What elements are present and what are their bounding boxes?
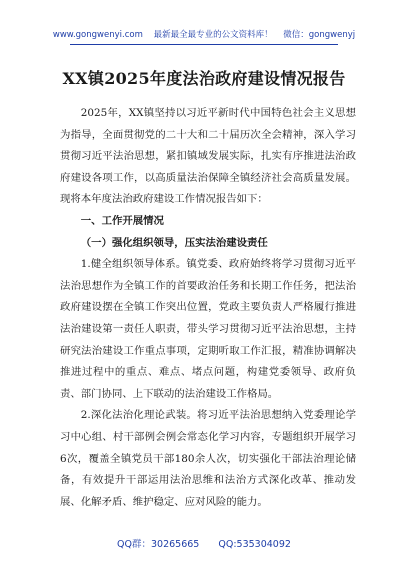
header-site-link[interactable]: www.gongwenyi.com [52,30,143,40]
section-heading: 一、工作开展情况 [80,214,164,227]
footer-qq-group: QQ群：30265665 [117,539,200,550]
subsection-heading: （一）强化组织领导，压实法治建设责任 [80,236,268,249]
header-wechat: 微信：gongwenyj [283,30,356,40]
body-paragraph-1: 1.健全组织领导体系。镇党委、政府始终将学习贯彻习近平法治思想作为全镇工作的首要政治任务和长期工作任务，把法治政府建设摆在全镇工作突出位置，党政主要负责人严格履行推进法治建设第一责任人职责，带头学习贯彻习近平法治思想，主持研究法治建设工作重点事项，定期听取工作汇报，精准协调解决推进过程中的重点、难点、堵点问题，构建党委领导、政府负责、部门协同、上下联动的法治建设工作格局。 [60,258,356,400]
body-paragraph-2: 2.深化法治化理论武装。将习近平法治思想纳入党委理论学习中心组、村干部例会例会常态化学习内容，专题组织开展学习6次，覆盖全镇党员干部180余人次，切实强化干部法治理论储备，有效提升干部运用法治思维和法治方式深化改革、推动发展、化解矛盾、维护稳定、应对风险的能力。 [60,409,356,508]
document-body [60,103,356,513]
footer-qq: QQ:535304092 [218,539,291,550]
header-divider [70,44,338,45]
page-footer [0,536,408,550]
header-slogan: 最新最全最专业的公文资料库！ [153,30,273,40]
document-title: XX镇2025年度法治政府建设情况报告 [62,69,346,88]
page-header [0,28,408,40]
intro-paragraph: 2025年，XX镇坚持以习近平新时代中国特色社会主义思想为指导，全面贯彻党的二十大和二十届历次全会精神，深入学习贯彻习近平法治思想，紧扣镇域发展实际，扎实有序推进法治政府建设各项工作，以高质量法治保障全镇经济社会高质量发展。现将本年度法治政府建设工作情况报告如下： [60,107,356,206]
